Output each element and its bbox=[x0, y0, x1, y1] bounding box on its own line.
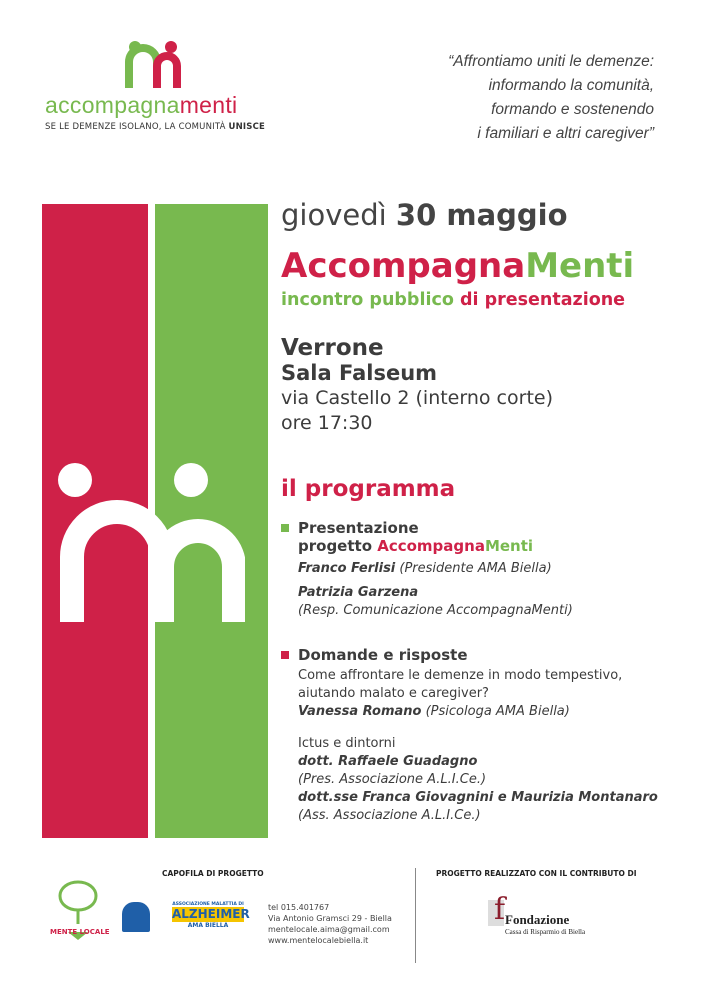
event-location: Verrone Sala Falseum via Castello 2 (interno corte) ore 17:30 bbox=[281, 335, 553, 434]
program-heading: il programma bbox=[281, 476, 456, 502]
quote: “Affrontiamo uniti le demenze: informando la comunità, formando e sostenendo i familiari e altri caregiver” bbox=[448, 53, 654, 142]
lead-partner-label: CAPOFILA DI PROGETTO bbox=[162, 869, 264, 878]
divider bbox=[415, 868, 416, 963]
program-list bbox=[281, 519, 681, 825]
speaker: Patrizia Garzena (Resp. Comunicazione AccompagnaMenti) bbox=[298, 585, 573, 618]
speaker: dott. Raffaele Guadagno (Pres. Associazione A.L.I.Ce.) bbox=[298, 754, 487, 787]
bullet-icon bbox=[281, 524, 289, 532]
question: Come affrontare le demenze in modo tempestivo, aiutando malato e caregiver? bbox=[298, 668, 623, 701]
contact-info: tel 015.401767 Via Antonio Gramsci 29 - Biella mentelocale.aima@gmail.com www.mentelocalebiella.it bbox=[268, 903, 392, 945]
bullet-icon bbox=[281, 651, 289, 659]
caregiver-logo-icon bbox=[122, 902, 150, 932]
event-subtitle: incontro pubblico di presentazione bbox=[281, 290, 626, 310]
event-title: AccompagnaMenti bbox=[281, 246, 635, 286]
event-date: giovedì 30 maggio bbox=[281, 198, 568, 232]
logo-wordmark: accompagnamenti bbox=[45, 92, 238, 118]
speaker: dott.sse Franca Giovagnini e Maurizia Montanaro (Ass. Associazione A.L.I.Ce.) bbox=[298, 790, 658, 823]
speaker: Vanessa Romano (Psicologa AMA Biella) bbox=[298, 704, 570, 719]
program-item bbox=[281, 646, 681, 825]
big-m-logo-icon bbox=[55, 462, 245, 622]
mente-locale-label: MENTE LOCALE bbox=[50, 928, 110, 936]
item-title: Domande e risposte bbox=[298, 646, 468, 664]
accompagnamenti-logo-icon bbox=[125, 40, 191, 90]
fondazione-logo: Fondazione Cassa di Risparmio di Biella bbox=[505, 912, 586, 936]
program-item bbox=[281, 519, 681, 620]
topic: Ictus e dintorni bbox=[298, 736, 396, 751]
speaker: Franco Ferlisi (Presidente AMA Biella) bbox=[298, 561, 552, 576]
item-title-2: progetto AccompagnaMenti bbox=[298, 537, 534, 555]
alzheimer-logo: ASSOCIAZIONE MALATTIA DI ALZHEIMER AMA BIELLA bbox=[172, 902, 250, 929]
fondazione-f-icon: f bbox=[494, 892, 506, 927]
item-title: Presentazione bbox=[298, 519, 419, 537]
logo-tagline: SE LE DEMENZE ISOLANO, LA COMUNITÀ UNISCE bbox=[45, 122, 266, 132]
contributor-label: PROGETTO REALIZZATO CON IL CONTRIBUTO DI bbox=[436, 869, 637, 878]
